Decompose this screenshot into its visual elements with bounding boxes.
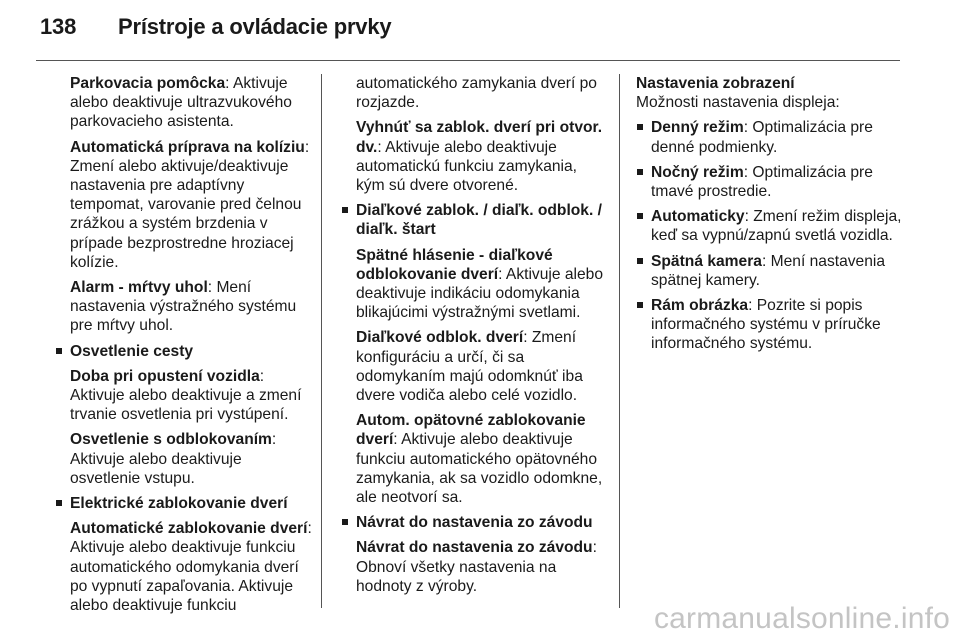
paragraph-unlock-lighting: Osvetlenie s odblokovaním: Aktivuje alebo deaktivuje osvetlenie vstupu.	[70, 431, 277, 487]
bullet-day-mode: Denný režim: Optimalizácia pre denné podmienky.	[636, 118, 906, 156]
paragraph-exit-lighting: Doba pri opustení vozidla: Aktivuje alebo deaktivuje a zmení trvanie osvetlenia pri vystúpení.	[70, 367, 302, 424]
bullet-rear-camera: Spätná kamera: Mení nastavenia spätnej kamery.	[636, 252, 906, 290]
column-divider-2	[619, 74, 620, 608]
paragraph-auto-relock: Autom. opätovné zablokovanie dverí: Aktivuje alebo deaktivuje funkciu automatického opätovného zamykania, ak sa vozidlo odomkne, ale neotvorí sa.	[356, 412, 603, 507]
paragraph-prevent-lockout: Vyhnúť sa zablok. dverí pri otvor. dv.: Aktivuje alebo deaktivuje automatickú funkciu zamykania, kým sú dvere otvorené.	[356, 119, 603, 195]
bullet-remote-lock: Diaľkové zablok. / diaľk. odblok. / diaľk. štart	[341, 201, 607, 239]
page-header	[40, 14, 391, 40]
column-3	[636, 74, 906, 360]
paragraph-remote-unlock-feedback: Spätné hlásenie - diaľkové odblokovanie dverí: Aktivuje alebo deaktivuje indikáciu odomykania blikajúcimi výstražnými svetlami.	[356, 246, 604, 322]
paragraph-factory-reset: Návrat do nastavenia zo závodu: Obnoví všetky nastavenia na hodnoty z výroby.	[356, 539, 597, 595]
display-settings-intro: Možnosti nastavenia displeja:	[636, 94, 840, 112]
column-divider-1	[321, 74, 322, 608]
paragraph-parking-assist: Parkovacia pomôcka: Aktivuje alebo deaktivuje ultrazvukového parkovacieho asistenta.	[70, 75, 292, 131]
bullet-power-door-locks: Elektrické zablokovanie dverí	[55, 494, 313, 513]
column-2	[341, 74, 607, 602]
paragraph-collision-prep: Automatická príprava na kolíziu: Zmení alebo aktivuje/deaktivuje nastavenia pre adaptívny tempomat, varovanie pred čelnou zrážkou a systém brzdenia v prípade bezprostredne hroziacej kolízie.	[70, 138, 310, 271]
paragraph-continued: automatického zamykania dverí po rozjazde.	[356, 75, 597, 112]
bullet-factory-reset: Návrat do nastavenia zo závodu	[341, 513, 607, 532]
bullet-path-lighting: Osvetlenie cesty	[55, 342, 313, 361]
bullet-picture-frame: Rám obrázka: Pozrite si popis informačného systému v príručke informačného systému.	[636, 296, 906, 354]
watermark: carmanualsonline.info	[653, 602, 950, 635]
column-1	[55, 74, 313, 621]
bullet-night-mode: Nočný režim: Optimalizácia pre tmavé prostredie.	[636, 163, 906, 201]
paragraph-blind-spot: Alarm - mŕtvy uhol: Mení nastavenia výstražného systému pre mŕtvy uhol.	[70, 279, 297, 335]
bullet-automatic: Automaticky: Zmení režim displeja, keď sa vypnú/zapnú svetlá vozidla.	[636, 207, 906, 245]
page-number: 138	[40, 14, 77, 39]
paragraph-auto-door-lock: Automatické zablokovanie dverí: Aktivuje alebo deaktivuje funkciu automatického odomykania dverí po vypnutí zapaľovania. Aktivuje alebo deaktivuje funkciu	[70, 520, 312, 615]
page-title: Prístroje a ovládacie prvky	[118, 14, 392, 39]
header-rule	[36, 60, 900, 61]
paragraph-remote-unlock-doors: Diaľkové odblok. dverí: Zmení konfiguráciu a určí, či sa odomykaním majú odomknúť iba dvere vodiča alebo celé vozidlo.	[356, 329, 583, 405]
display-settings-heading: Nastavenia zobrazení	[636, 75, 795, 92]
